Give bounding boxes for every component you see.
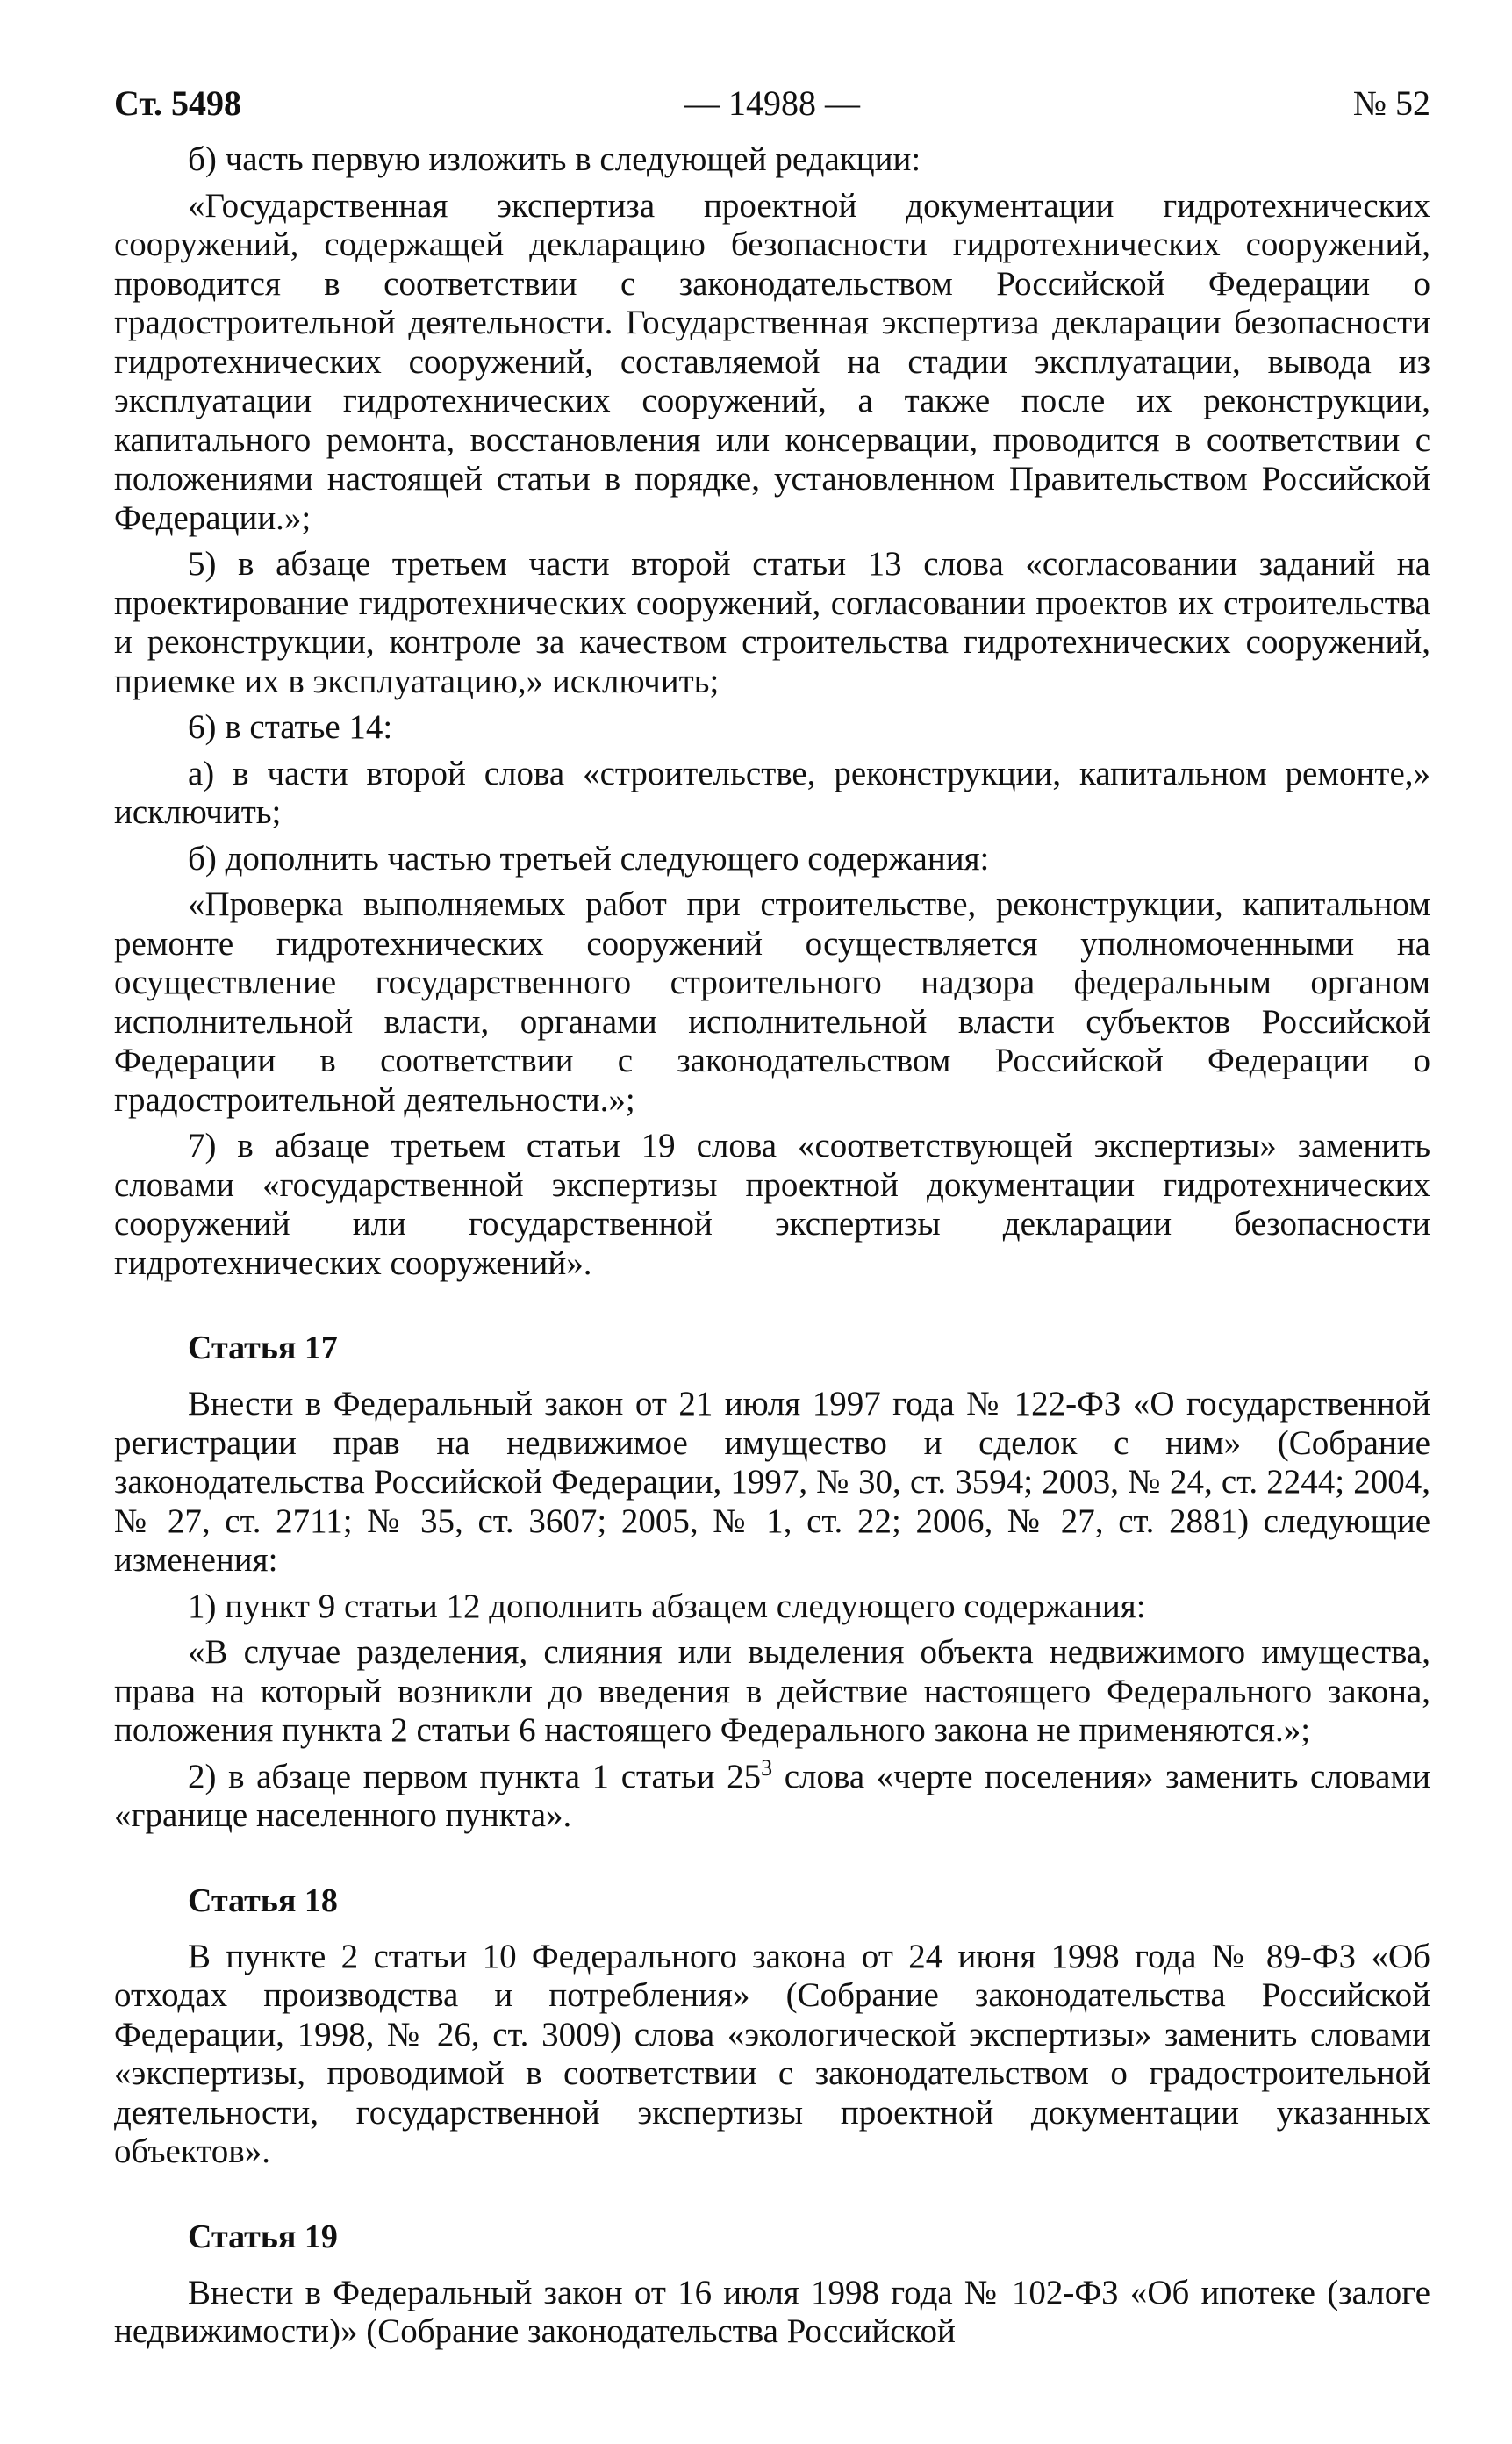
paragraph: «Государственная экспертиза проектной документации гидротехнических сооружений, содержащей декларацию безопасности гидротехнических сооружений, проводится в соответствии с законодательством Российской Федерации о градостроительной деятельности. Государственная экспертиза декларации безопасности гидротехнических сооружений, составляемой на стадии эксплуатации, вывода из эксплуатации гидротехнических сооружений, а также после их реконструкции, капитального ремонта, восстановления или консервации, проводится в соответствии с положениями настоящей статьи в порядке, установленном Правительством Российской Федерации.»;	[114, 186, 1430, 537]
paragraph	[114, 1754, 1430, 1836]
page-header-right: № 52	[1352, 83, 1430, 123]
paragraph: б) часть первую изложить в следующей редакции:	[188, 140, 921, 178]
paragraph: «Проверка выполняемых работ при строительстве, реконструкции, капитальном ремонте гидротехнических сооружений осуществляется уполномоченными на осуществление государственного строительного надзора федеральным органом исполнительной власти, органами исполнительной власти субъектов Российской Федерации в соответствии с законодательством Российской Федерации о градостроительной деятельности.»;	[114, 885, 1430, 1119]
paragraph-text: 2) в абзаце первом пункта 1 статьи 25	[188, 1757, 762, 1795]
paragraph: 6) в статье 14:	[188, 708, 393, 746]
document-page	[114, 77, 1430, 2359]
page-number: — 14988 —	[684, 83, 860, 123]
paragraph: «В случае разделения, слияния или выделения объекта недвижимого имущества, права на который возникли до введения в действие настоящего Федерального закона, положения пункта 2 статьи 6 настоящего Федерального закона не применяются.»;	[114, 1633, 1430, 1749]
article-heading: Статья 19	[188, 2218, 338, 2255]
paragraph: 5) в абзаце третьем части второй статьи 13 слова «согласовании заданий на проектирование гидротехнических сооружений, согласовании проектов их строительства и реконструкции, контроле за качеством строительства гидротехнических сооружений, приемке их в эксплуатацию,» исключить;	[114, 545, 1430, 700]
paragraph-text: слова «черте поселения» заменить словами «границе населенного пункта».	[114, 1757, 1430, 1834]
paragraph: 7) в абзаце третьем статьи 19 слова «соответствующей экспертизы» заменить словами «государственной экспертизы проектной документации гидротехнических сооружений или государственной экспертизы декларации безопасности гидротехнических сооружений».	[114, 1127, 1430, 1282]
paragraph: б) дополнить частью третьей следующего содержания:	[188, 839, 990, 878]
paragraph: Внести в Федеральный закон от 16 июля 1998 года № 102-ФЗ «Об ипотеке (залоге недвижимости)» (Собрание законодательства Российской	[114, 2273, 1430, 2350]
article-heading: Статья 17	[188, 1330, 338, 1366]
paragraph: В пункте 2 статьи 10 Федерального закона от 24 июня 1998 года № 89-ФЗ «Об отходах производства и потребления» (Собрание законодательства Российской Федерации, 1998, № 26, ст. 3009) слова «экологической экспертизы» заменить словами «экспертизы, проводимой в соответствии с законодательством о градостроительной деятельности, государственной экспертизы проектной документации указанных объектов».	[114, 1937, 1430, 2170]
paragraph: 1) пункт 9 статьи 12 дополнить абзацем следующего содержания:	[188, 1587, 1146, 1625]
page-header-left: Ст. 5498	[114, 83, 241, 123]
superscript: 3	[761, 1754, 773, 1781]
page-header	[114, 77, 1430, 130]
article-heading: Статья 18	[188, 1881, 338, 1919]
paragraph: а) в части второй слова «строительстве, реконструкции, капитальном ремонте,» исключить;	[114, 754, 1430, 831]
document-body	[114, 140, 1430, 2352]
paragraph: Внести в Федеральный закон от 21 июля 1997 года № 122-ФЗ «О государственной регистрации прав на недвижимое имущество и сделок с ним» (Собрание законодательства Российской Федерации, 1997, № 30, ст. 3594; 2003, № 24, ст. 2244; 2004, № 27, ст. 2711; № 35, ст. 3607; 2005, № 1, ст. 22; 2006, № 27, ст. 2881) следующие изменения:	[114, 1385, 1430, 1579]
